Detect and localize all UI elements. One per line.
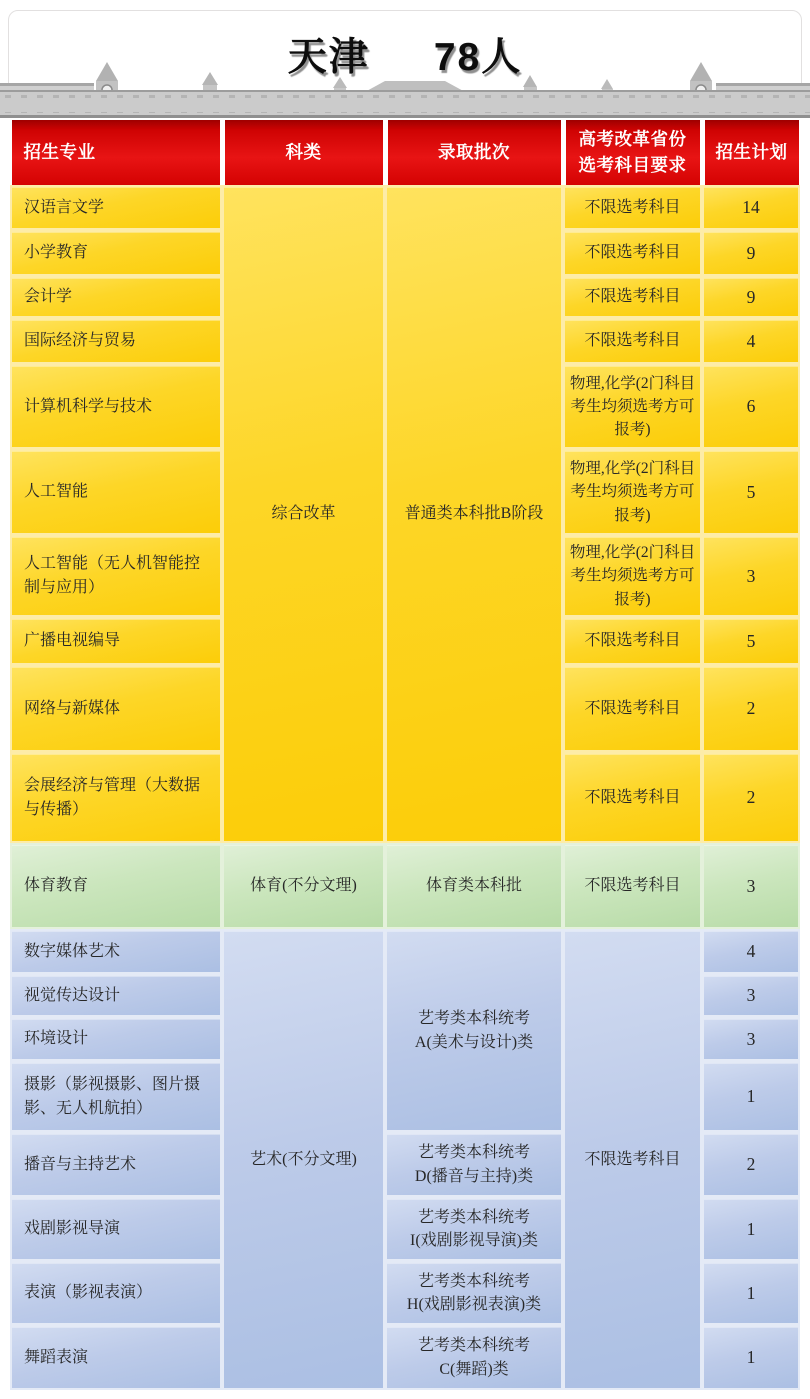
major-cell: 体育教育: [12, 845, 220, 927]
category-cell-sports: 体育(不分文理): [224, 845, 383, 927]
plan-cell: 2: [704, 754, 798, 841]
plan-cell: 2: [704, 1134, 798, 1195]
plan-cell: 5: [704, 451, 798, 533]
batch-cell-arts-i: [387, 1199, 561, 1259]
major-cell: 国际经济与贸易: [12, 320, 220, 362]
batch-line1: 艺考类本科统考: [417, 1272, 530, 1290]
plan-cell: 3: [704, 1019, 798, 1059]
page-title: [0, 26, 810, 82]
batch-line2: A(美术与设计)类: [414, 1033, 534, 1051]
batch-line1: 艺考类本科统考: [417, 1144, 530, 1162]
header-batch: 录取批次: [387, 120, 562, 185]
batch-cell-sports: 体育类本科批: [387, 845, 561, 927]
major-cell: 会展经济与管理（大数据与传播）: [12, 754, 220, 841]
requirement-cell: 不限选考科目: [565, 187, 700, 228]
plan-cell: 1: [704, 1199, 798, 1259]
category-cell-arts: 艺术(不分文理): [224, 931, 383, 1388]
major-cell: 会计学: [12, 278, 220, 316]
plan-cell: 2: [704, 667, 798, 750]
major-cell: 汉语言文学: [12, 187, 220, 228]
requirement-cell: 不限选考科目: [565, 845, 700, 927]
batch-line1: 艺考类本科统考: [417, 1010, 530, 1028]
requirement-cell: 不限选考科目: [565, 232, 700, 274]
major-cell: 舞蹈表演: [12, 1327, 220, 1388]
title-count: 78人: [433, 36, 523, 79]
major-cell: 环境设计: [12, 1019, 220, 1059]
major-cell: 计算机科学与技术: [12, 366, 220, 447]
header-requirement: [565, 120, 701, 185]
batch-line2: C(舞蹈)类: [439, 1360, 509, 1378]
plan-cell: 1: [704, 1063, 798, 1130]
batch-line2: H(戏剧影视表演)类: [406, 1296, 542, 1313]
major-cell: 表演（影视表演）: [12, 1263, 220, 1323]
plan-cell: 1: [704, 1327, 798, 1388]
plan-cell: 9: [704, 232, 798, 274]
batch-cell-general: 普通类本科批B阶段: [387, 187, 561, 841]
plan-cell: 4: [704, 931, 798, 972]
header-requirement-line1: 高考改革省份: [578, 129, 687, 150]
header-plan: 招生计划: [704, 120, 799, 185]
batch-line2: I(戏剧影视导演)类: [410, 1232, 538, 1249]
category-cell-general: 综合改革: [224, 187, 383, 841]
requirement-cell: 物理,化学(2门科目考生均须选考方可报考): [565, 366, 700, 447]
requirement-cell: 物理,化学(2门科目考生均须选考方可报考): [565, 451, 700, 533]
batch-line2: D(播音与主持)类: [414, 1167, 534, 1185]
plan-cell: 14: [704, 187, 798, 228]
requirement-cell: 物理,化学(2门科目考生均须选考方可报考): [565, 537, 700, 615]
requirement-cell: 不限选考科目: [565, 667, 700, 750]
plan-cell: 3: [704, 537, 798, 615]
requirement-cell: 不限选考科目: [565, 320, 700, 362]
batch-line1: 艺考类本科统考: [417, 1208, 530, 1226]
table-grid: [10, 120, 800, 1390]
requirement-cell: 不限选考科目: [565, 754, 700, 841]
batch-cell-arts-d: [387, 1134, 561, 1195]
requirement-cell: 不限选考科目: [565, 619, 700, 663]
header-major: 招生专业: [12, 120, 221, 185]
plan-cell: 9: [704, 278, 798, 316]
batch-cell-arts-h: [387, 1263, 561, 1323]
major-cell: 人工智能（无人机智能控制与应用）: [12, 537, 220, 615]
major-cell: 广播电视编导: [12, 619, 220, 663]
title-city: 天津: [287, 36, 370, 79]
plan-cell: 1: [704, 1263, 798, 1323]
major-cell: 人工智能: [12, 451, 220, 533]
plan-cell: 5: [704, 619, 798, 663]
plan-cell: 4: [704, 320, 798, 362]
major-cell: 小学教育: [12, 232, 220, 274]
major-cell: 数字媒体艺术: [12, 931, 220, 972]
header-category: 科类: [224, 120, 384, 185]
batch-cell-arts-c: [387, 1327, 561, 1388]
admission-table: [10, 120, 800, 1390]
batch-cell-arts-a: [387, 931, 561, 1130]
plan-cell: 3: [704, 976, 798, 1015]
major-cell: 视觉传达设计: [12, 976, 220, 1015]
major-cell: 戏剧影视导演: [12, 1199, 220, 1259]
plan-cell: 6: [704, 366, 798, 447]
plan-cell: 3: [704, 845, 798, 927]
header-requirement-line2: 选考科目要求: [578, 154, 687, 175]
major-cell: 网络与新媒体: [12, 667, 220, 750]
major-cell: 播音与主持艺术: [12, 1134, 220, 1195]
major-cell: 摄影（影视摄影、图片摄影、无人机航拍）: [12, 1063, 220, 1130]
requirement-cell: 不限选考科目: [565, 278, 700, 316]
batch-line1: 艺考类本科统考: [417, 1337, 530, 1355]
requirement-cell-arts: 不限选考科目: [565, 931, 700, 1388]
